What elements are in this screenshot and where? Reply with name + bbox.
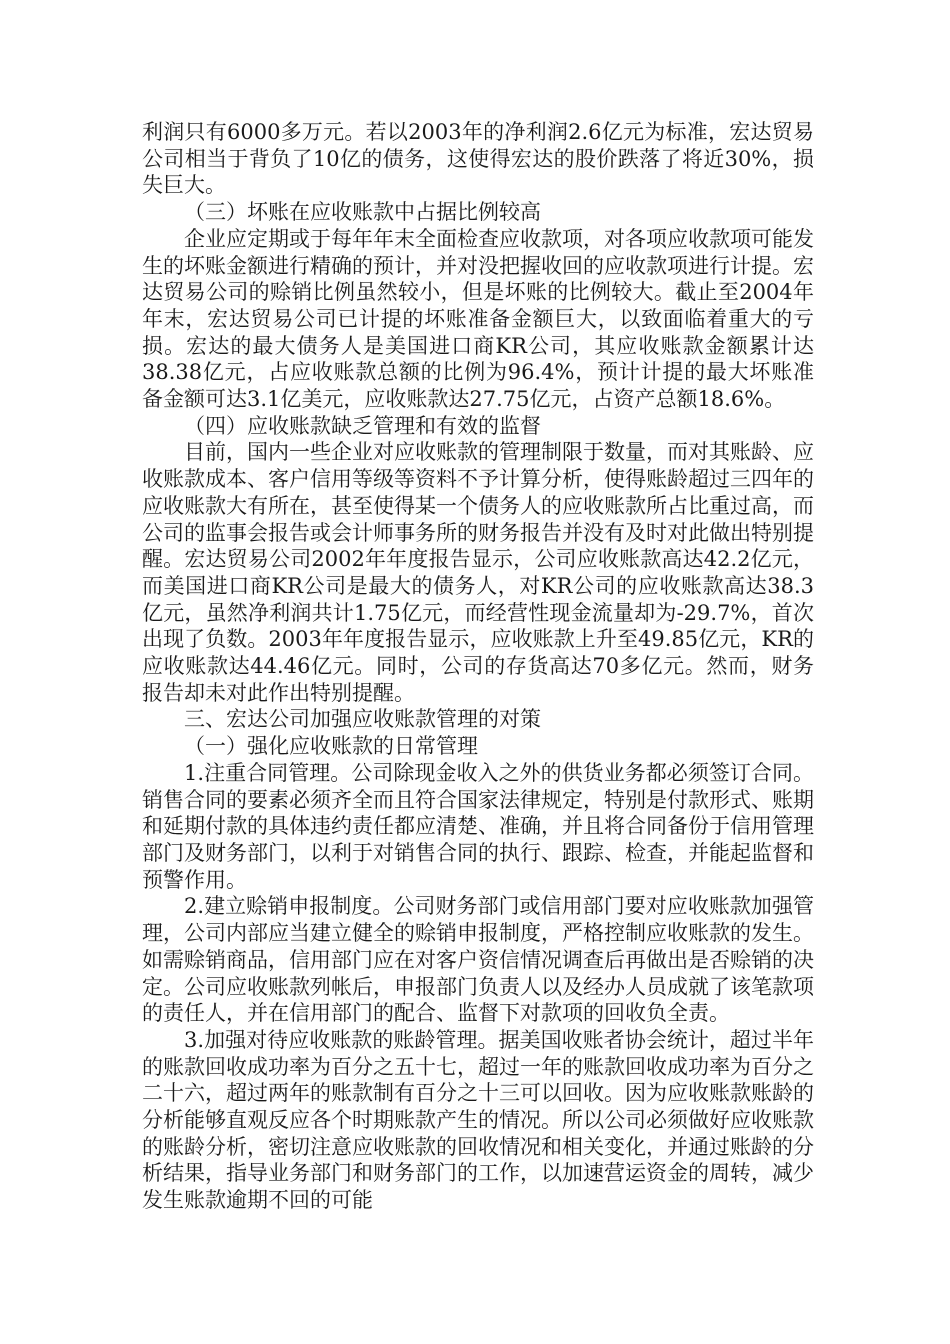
paragraph-supervision: 目前，国内一些企业对应收账款的管理制限于数量，而对其账龄、应收账款成本、客户信用等级等资料不予计算分析，使得账龄超过三四年的应收账款大有所在，甚至使得某一个债务人的应收账款所占比重过高，而公司的监事会报告或会计师事务所的财务报告并没有及时对此做出特别提醒。宏达贸易公司2002年年度报告显示，公司应收账款高达42.2亿元，而美国进口商KR公司是最大的债务人，对KR公司的应收账款高达38.3亿元，虽然净利润共计1.75亿元，而经营性现金流量却为-29.7%，首次出现了负数。2003年年度报告显示，应收账款上升至49.85亿元，KR的应收账款达44.46亿元。同时，公司的存货高达70多亿元。然而，财务报告却未对此作出特别提醒。 <box>142 440 814 705</box>
paragraph-bad-debt: 企业应定期或于每年年末全面检查应收款项，对各项应收款项可能发生的坏账金额进行精确的预计，并对没把握收回的应收款项进行计提。宏达贸易公司的赊销比例虽然较小，但是坏账的比例较大。截止至2004年年末，宏达贸易公司已计提的坏账准备金额巨大，以致面临着重大的亏损。宏达的最大债务人是美国进口商KR公司，其应收账款金额累计达38.38亿元，占应收账款总额的比例为96.4%，预计计提的最大坏账准备金额可达3.1亿美元，应收账款达27.75亿元，占资产总额18.6%。 <box>142 226 814 412</box>
paragraph-credit-sale-reporting: 2.建立赊销申报制度。公司财务部门或信用部门要对应收账款加强管理，公司内部应当建立健全的赊销申报制度，严格控制应收账款的发生。如需赊销商品，信用部门应在对客户资信情况调查后再做出是否赊销的决定。公司应收账款列帐后，申报部门负责人以及经办人员成就了该笔款项的责任人，并在信用部门的配合、监督下对款项的回收负全责。 <box>142 894 814 1026</box>
document-page <box>142 119 814 1214</box>
subsection-heading-daily-management: （一）强化应收账款的日常管理 <box>184 734 478 759</box>
paragraph-aging-management: 3.加强对待应收账款的账龄管理。据美国收账者协会统计，超过半年的账款回收成功率为百分之五十七，超过一年的账款回收成功率为百分之二十六，超过两年的账款制有百分之十三可以回收。因为应收账款账龄的分析能够直观反应各个时期账款产生的情况。所以公司必须做好应收账款的账龄分析，密切注意应收账款的回收情况和相关变化，并通过账龄的分析结果，指导业务部门和财务部门的工作，以加速营运资金的周转，减少发生账款逾期不回的可能 <box>142 1027 814 1213</box>
paragraph-continuation: 利润只有6000多万元。若以2003年的净利润2.6亿元为标准，宏达贸易公司相当于背负了10亿的债务，这使得宏达的股价跌落了将近30%，损失巨大。 <box>142 120 814 198</box>
section-heading-bad-debt-ratio: （三）坏账在应收账款中占据比例较高 <box>184 200 541 225</box>
paragraph-contract-management: 1.注重合同管理。公司除现金收入之外的供货业务都必须签订合同。销售合同的要素必须齐全而且符合国家法律规定，特别是付款形式、账期和延期付款的具体违约责任都应清楚、准确，并且将合同备份于信用管理部门及财务部门，以利于对销售合同的执行、跟踪、检查，并能起监督和预警作用。 <box>142 760 814 892</box>
section-heading-countermeasures: 三、宏达公司加强应收账款管理的对策 <box>184 707 541 732</box>
section-heading-lack-of-supervision: （四）应收账款缺乏管理和有效的监督 <box>184 413 541 438</box>
